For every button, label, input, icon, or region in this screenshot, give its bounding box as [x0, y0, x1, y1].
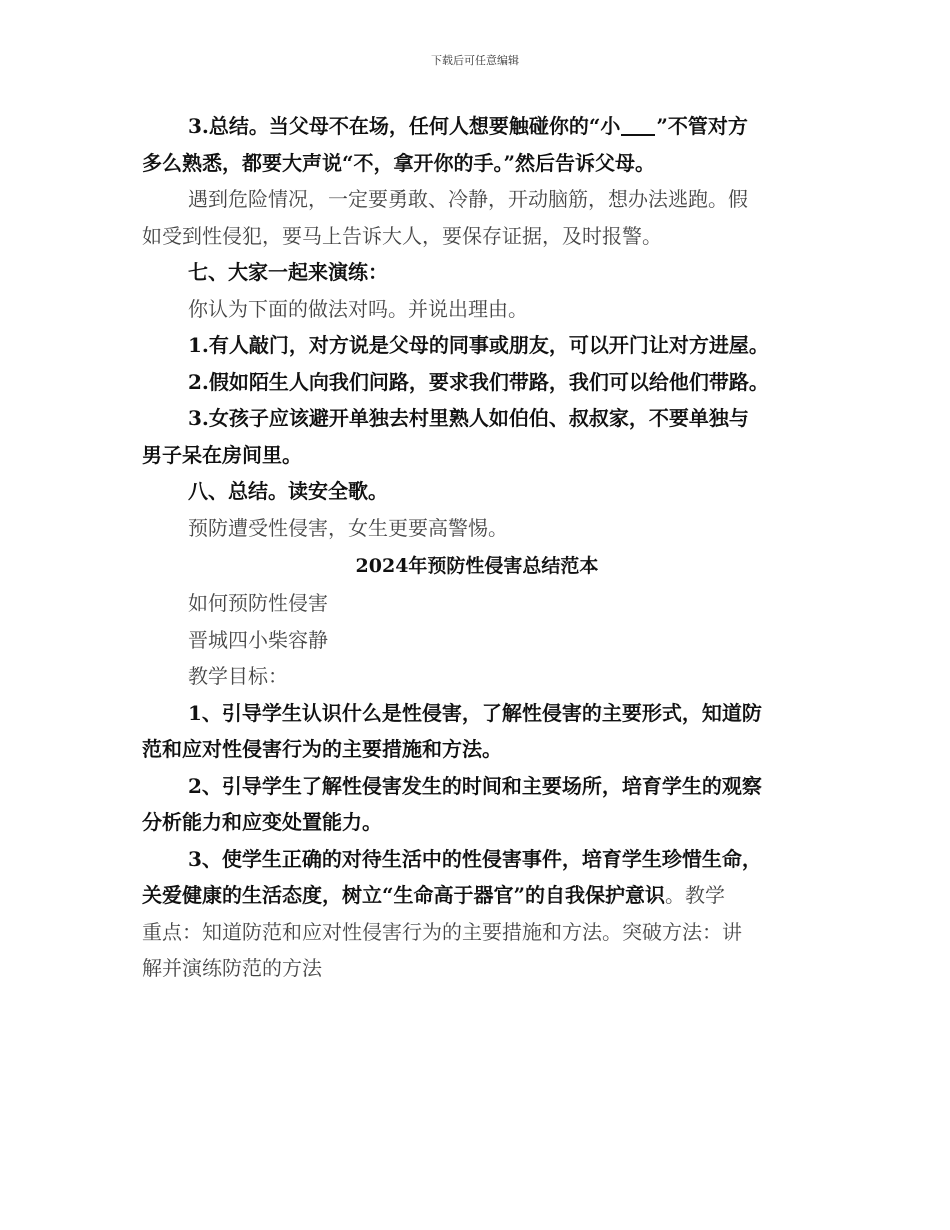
goal-2-line-1: 2、引导学生了解性侵害发生的时间和主要场所，培育学生的观察 — [188, 773, 762, 798]
goal-3-line-1: 3、使学生正确的对待生活中的性侵害事件，培育学生珍惜生命， — [188, 846, 762, 871]
danger-line-2: 如受到性侵犯，要马上告诉大人，要保存证据，及时报警。 — [142, 223, 662, 248]
page-header-note: 下载后可任意编辑 — [431, 54, 519, 67]
document-body — [142, 108, 812, 987]
danger-line-1: 遇到危险情况，一定要勇敢、冷静，开动脑筋，想办法逃跑。假 — [188, 187, 748, 211]
summary-paragraph — [142, 108, 812, 181]
document-title: 2024年预防性侵害总结范本 — [355, 555, 599, 577]
goal-3 — [142, 841, 812, 914]
section-7-prompt: 你认为下面的做法对吗。并说出理由。 — [188, 296, 528, 321]
lesson-author: 晋城四小柴容静 — [188, 627, 328, 652]
drill-item-2: 2.假如陌生人向我们问路，要求我们带路，我们可以给他们带路。 — [188, 369, 769, 394]
drill-item-3 — [142, 400, 812, 473]
drill-item-1: 1.有人敲门，对方说是父母的同事或朋友，可以开门让对方进屋。 — [188, 333, 769, 357]
goal-2 — [142, 768, 812, 841]
section-8-heading: 八、总结。读安全歌。 — [188, 479, 388, 503]
goal-1-line-1: 1、引导学生认识什么是性侵害，了解性侵害的主要形式，知道防 — [188, 700, 762, 725]
summary-text-a: 3.总结。当父母不在场，任何人想要触碰你的“小 — [188, 114, 621, 138]
section-8-text: 预防遭受性侵害，女生更要高警惕。 — [188, 515, 508, 540]
drill-item-3-line-2: 男子呆在房间里。 — [142, 442, 302, 467]
goal-1 — [142, 695, 812, 768]
danger-paragraph — [142, 181, 812, 254]
fill-in-blank — [621, 114, 655, 136]
goal-1-line-2: 范和应对性侵害行为的主要措施和方法。 — [142, 737, 502, 761]
focus-line-1: 重点：知道防范和应对性侵害行为的主要措施和方法。突破方法：讲 — [142, 919, 742, 944]
teaching-focus — [142, 914, 812, 987]
lesson-name: 如何预防性侵害 — [188, 591, 328, 615]
goal-3-line-2-tail: 。教学 — [665, 883, 726, 907]
summary-text-b: ”不管对方 — [656, 114, 748, 138]
goals-label: 教学目标： — [188, 664, 288, 688]
focus-line-2: 解并演练防范的方法 — [142, 956, 322, 980]
section-7-heading: 七、大家一起来演练： — [188, 260, 388, 284]
summary-text-c: 多么熟悉，都要大声说“不，拿开你的手。”然后告诉父母。 — [142, 150, 656, 175]
goal-2-line-2: 分析能力和应变处置能力。 — [142, 810, 382, 834]
drill-item-3-line-1: 3.女孩子应该避开单独去村里熟人如伯伯、叔叔家，不要单独与 — [188, 406, 749, 430]
goal-3-line-2-bold: 关爱健康的生活态度，树立“生命高于器官”的自我保护意识 — [142, 883, 666, 907]
